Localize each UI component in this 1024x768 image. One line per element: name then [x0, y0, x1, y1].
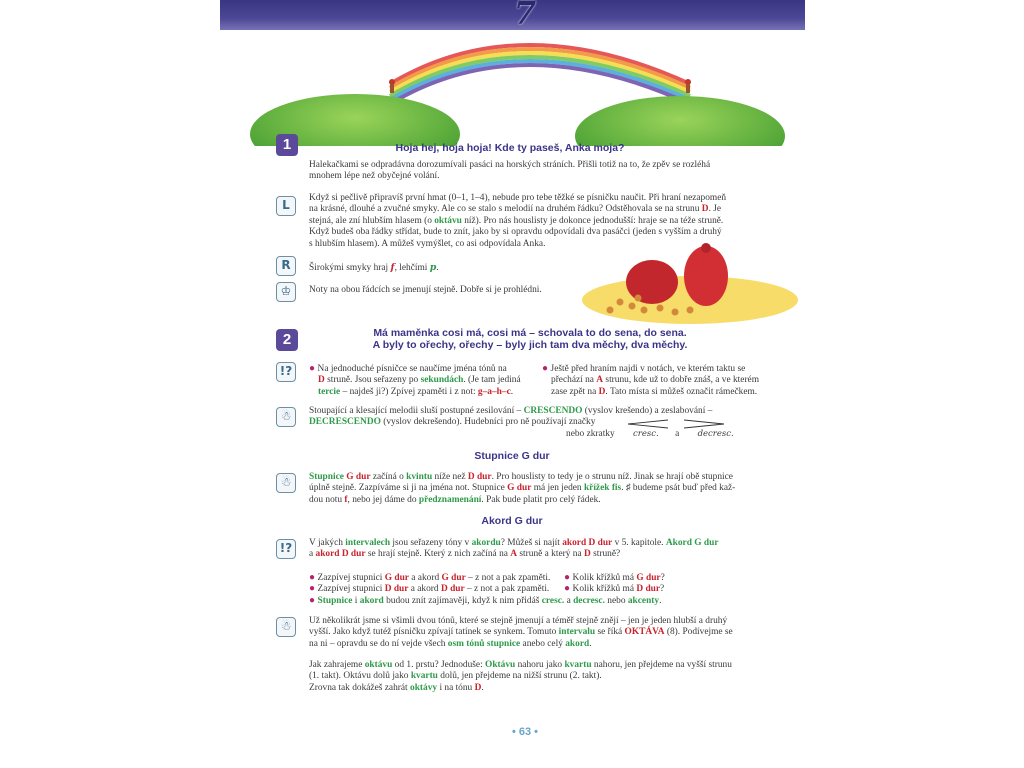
- s-l1f: D dur: [467, 472, 492, 482]
- dynamics-line: [309, 262, 609, 274]
- s-l2e: . ♯ budeme psát buď před kaž-: [621, 483, 736, 494]
- a-l1e: ? Můžeš si najít: [500, 538, 563, 548]
- b3f: a: [564, 595, 574, 606]
- trophy-glyph: ♔: [280, 284, 292, 298]
- hairpin-row: [566, 429, 796, 440]
- m-line-1: [309, 660, 794, 671]
- p1-l2b: D: [701, 204, 709, 215]
- p1-l2a: na krásné, dlouhé a zvučné smyky. Ale co se stalo s melodií na druhém řádku? Odstěhovala se na strunu: [309, 204, 702, 215]
- b1a: Zazpívej stupnici: [317, 573, 385, 583]
- cresc-abbr: cresc.: [633, 429, 659, 439]
- s-l1e: níže než: [432, 472, 468, 482]
- colB-l2c: strunu, kde už to dobře znáš, a ve kterém: [603, 375, 760, 386]
- s-l2a: úplně stejně. Zazpíváme si ji na jména not. Stupnice: [309, 483, 508, 494]
- dyn-l1: Širokými smyky hraj: [309, 263, 391, 273]
- b2h: ?: [660, 584, 665, 595]
- p1-line-2: [309, 204, 789, 215]
- stupnice-line-3: [309, 495, 794, 506]
- decrescendo-hairpin: [682, 418, 726, 430]
- p1-line-4: Když budeš oba řádky střídat, bude to znít, jako by si opravdu odpovídali dva pasáčci (jeden s vyšším a druhý: [309, 227, 722, 238]
- p1-l3c: níž). Pro nás houslisty je dokonce jednodušší: hraje se na téže struně.: [461, 215, 724, 226]
- b1c: a akord: [408, 573, 442, 583]
- akord-bullet-2: [309, 583, 799, 594]
- b2c: a akord: [408, 584, 441, 595]
- p1-l3a: stejná, ale zní hlubším hlasem (o: [309, 215, 435, 226]
- p1-l2c: . Je: [708, 204, 722, 215]
- colB-line-1: [542, 363, 792, 375]
- b3j: .: [659, 595, 662, 606]
- s-l2c: má jen jeden: [531, 483, 584, 494]
- cresc-l1c: (vyslov krešendo) a zeslabování –: [582, 406, 713, 416]
- s-l2d: křížek fis: [583, 483, 622, 494]
- p1-line-5: s hlubším hlasem). A můžeš vymýšlet, co asi odpovídala Anka.: [309, 238, 546, 249]
- owl-glyph-3: ☃: [280, 619, 292, 633]
- bullet: ●: [542, 363, 551, 374]
- colA-line-2: [309, 375, 539, 386]
- a-l2b: akord D dur: [315, 549, 366, 560]
- m-line-3: [309, 683, 794, 694]
- s-l1c: začíná o: [370, 472, 407, 482]
- m-l3c: i na tónu: [437, 682, 475, 693]
- rainbow-illustration: [220, 26, 805, 146]
- forte-sign: f: [390, 262, 395, 273]
- bullet: ●: [564, 572, 573, 583]
- decresc-abbr: decresc.: [697, 429, 734, 439]
- owl-icon: [276, 407, 296, 427]
- bow-icon-glyph: L: [282, 198, 290, 212]
- o-line-1: Už několikrát jsme si všimli dvou tónů, které se stejně jmenují a téměř stejně znějí – jen je jeden hlubší a druhý: [309, 616, 728, 626]
- m-line-2: [309, 671, 794, 682]
- notes-line: Noty na obou řádcích se jmenují stejně. Dobře si je prohlédni.: [309, 285, 542, 295]
- b1e: – z not a pak zpaměti.: [465, 573, 551, 583]
- colA-l2b: struně. Jsou seřazeny po: [324, 375, 421, 386]
- s-l3c: , nebo jej dáme do: [347, 494, 419, 505]
- m-l1f: kvartu: [564, 660, 592, 670]
- colA-l3b: – najdeš ji?) Zpívej zpaměti i z not:: [340, 386, 478, 397]
- question-icon: [276, 362, 296, 382]
- intro-line-1: Halekačkami se odpradávna dorozumívali pasáci na horských stráních. Přišli totiž na to, že zpěv se rozléhá: [309, 160, 711, 170]
- b3i: akcenty: [627, 595, 660, 606]
- heading-stupnice-g-dur: Stupnice G dur: [474, 450, 550, 462]
- bullet: ●: [309, 572, 318, 583]
- colA-l3a: tercie: [318, 386, 341, 397]
- m-l3e: .: [481, 682, 484, 693]
- song-title-1: Hoja hej, hoja hoja! Kde ty paseš, Anka moja?: [395, 142, 625, 154]
- bullet: ●: [309, 583, 318, 595]
- s-l1d: kvintu: [406, 472, 433, 482]
- song-title-2: [330, 327, 730, 351]
- akord-paragraph: [309, 538, 794, 561]
- oktava-paragraph: [309, 616, 794, 650]
- m-l1c: od 1. prstu? Jednoduše:: [392, 660, 486, 670]
- a-l2f: D: [583, 549, 591, 560]
- b2a: Zazpívej stupnici: [317, 584, 385, 595]
- colB-l3c: . Tato místa si můžeš označit rámečkem.: [605, 386, 758, 397]
- m-l1e: nahoru jako: [515, 660, 565, 670]
- b1b: G dur: [384, 573, 409, 583]
- bullet: ●: [309, 594, 318, 606]
- akord-line-1: [309, 538, 794, 549]
- o-l2d: OKTÁVA: [624, 627, 665, 638]
- colA-l1: Na jednoduché písničce se naučíme jména tónů na: [317, 364, 507, 374]
- colA-l2c: sekundách: [420, 375, 464, 386]
- o-l3b: osm tónů stupnice: [447, 638, 521, 649]
- bullet: ●: [564, 583, 573, 595]
- b1d: G dur: [441, 573, 466, 583]
- akord-bullets: [309, 572, 799, 607]
- question-icon-glyph-2: !?: [279, 541, 293, 555]
- a-l1d: akordu: [471, 538, 501, 548]
- stupnice-paragraph: [309, 472, 794, 506]
- colA-l3d: .: [510, 386, 514, 397]
- cresc-l1a: Stoupající a klesající melodii sluší postupné zesilování –: [309, 406, 524, 416]
- m-l1g: nahoru, jen přejdeme na vyšší strunu: [591, 660, 732, 670]
- s-l1a: Stupnice: [309, 472, 347, 482]
- question-icon-glyph: !?: [279, 364, 293, 378]
- b3e: cresc.: [541, 595, 565, 606]
- a-l1c: jsou seřazeny tóny v: [390, 538, 472, 548]
- colB-l2b: A: [596, 375, 604, 386]
- page-number: [500, 726, 550, 738]
- a-l2d: A: [510, 549, 518, 560]
- akord-line-2: [309, 549, 794, 560]
- b1f: Kolik křížků má: [572, 573, 637, 583]
- b1g: G dur: [636, 573, 661, 583]
- o-l3d: akord: [565, 638, 590, 649]
- m-l2b: kvartu: [410, 671, 438, 682]
- cresc-line-1: [309, 406, 794, 417]
- song-title-2-line-1: Má maměnka cosi má, cosi má – schovala to do sena, do sena.: [373, 327, 687, 339]
- p1-line-3: [309, 216, 789, 227]
- m-l2c: dolů, jen přejdeme na nižší strunu (2. takt).: [437, 671, 602, 682]
- page-dot-left: •: [511, 726, 519, 738]
- o-l2e: (8). Podívejme se: [664, 627, 733, 638]
- a-l1h: Akord G dur: [665, 538, 719, 548]
- colB-l3a: zase zpět na: [551, 386, 599, 397]
- a-l2g: struně?: [590, 549, 621, 560]
- s-l2b: G dur: [507, 483, 532, 494]
- s-l1g: . Pro houslisty to tedy je o strunu níž. Jinak se hrají obě stupnice: [491, 472, 733, 482]
- rules-icon-glyph: R: [281, 258, 291, 272]
- m-l1d: Oktávu: [485, 660, 516, 670]
- section1-intro: [309, 160, 789, 183]
- b3a: Stupnice: [317, 595, 353, 606]
- m-l1a: Jak zahrajeme: [309, 660, 365, 670]
- bow-icon: [276, 196, 296, 216]
- o-l2b: intervalu: [558, 627, 596, 638]
- s-l1b: G dur: [346, 472, 371, 482]
- p1-line-1: Když si pečlivě připravíš první hmat (0–1, 1–4), nebude pro tebe těžké se písničku naučit. Při hraní nezapomeň: [309, 193, 727, 203]
- owl-glyph: ☃: [280, 409, 292, 423]
- owl-icon-2: [276, 473, 296, 493]
- decrescendo-term: DECRESCENDO: [309, 417, 381, 428]
- s-l3b: f: [344, 494, 348, 505]
- owl-icon-3: [276, 617, 296, 637]
- crescendo-hairpin: [626, 418, 670, 430]
- note-icon: [276, 282, 296, 302]
- colB-l3b: D: [598, 386, 606, 397]
- dyn-l2: , lehčími: [394, 263, 430, 273]
- colB-l2a: přechází na: [551, 375, 597, 386]
- m-l3d: D: [474, 682, 482, 693]
- akord-bullet-1: [309, 572, 799, 583]
- section-number-1: 1: [276, 134, 298, 156]
- bullet: ●: [309, 363, 318, 374]
- a-l1b: intervalech: [345, 538, 391, 548]
- a-l1a: V jakých: [309, 538, 346, 548]
- hay-illustration: [580, 240, 800, 330]
- hairpin-and: a: [675, 429, 680, 439]
- a-l1g: v 5. kapitole.: [612, 538, 666, 548]
- colA-line-3: [309, 387, 539, 398]
- o-l3e: .: [589, 638, 592, 649]
- section2-col-b: [542, 363, 792, 398]
- a-l2c: se hrají stejně. Který z nich začíná na: [365, 549, 511, 560]
- colA-line-1: [309, 363, 539, 375]
- intro-line-2: mnohem lépe než obyčejné volání.: [309, 171, 440, 182]
- page-dot-right: •: [531, 726, 539, 738]
- m-l3a: Zrovna tak dokážeš zahrát: [309, 682, 410, 693]
- b3b: i: [352, 595, 360, 606]
- s-l3d: předznamenání: [418, 494, 482, 505]
- oktava-method-paragraph: [309, 660, 794, 694]
- m-l1b: oktávu: [364, 660, 393, 670]
- b1h: ?: [660, 573, 665, 583]
- page-number-value: 63: [518, 726, 532, 738]
- cresc-l2b: (vyslov dekrešendo). Hudebníci pro ně používají značky: [380, 417, 596, 428]
- o-l2c: se říká: [595, 627, 625, 638]
- o-l2a: vyšší. Jako když tutéž písničku zpívají tatínek se synkem. Tomuto: [309, 627, 559, 638]
- o-l3a: na ni – opravdu se do ní vejde všech: [309, 638, 448, 649]
- crescendo-term: CRESCENDO: [523, 406, 583, 416]
- akord-bullet-2-right: [564, 583, 664, 595]
- dyn-l3: .: [436, 263, 439, 273]
- b2f: Kolik křížků má: [572, 584, 637, 595]
- piano-sign: p: [429, 262, 437, 273]
- o-line-2: [309, 627, 794, 638]
- a-l2a: a: [309, 549, 316, 560]
- colB-line-2: [542, 375, 792, 386]
- o-l3c: anebo celý: [520, 638, 566, 649]
- p1-l3b: oktávu: [434, 215, 462, 226]
- m-l3b: oktávy: [410, 682, 438, 693]
- colA-l3c: g–a–h–c: [477, 386, 511, 397]
- colA-l2a: D: [318, 375, 325, 386]
- colB-line-3: [542, 387, 792, 398]
- b2b: D dur: [384, 584, 409, 595]
- s-l3a: dou notu: [309, 494, 345, 505]
- a-l2e: struně a který na: [517, 549, 584, 560]
- akord-bullet-3: [309, 595, 799, 607]
- b3h: nebo: [604, 595, 628, 606]
- question-icon-2: [276, 539, 296, 559]
- song-title-2-line-2: A byly to ořechy, ořechy – byly jich tam dva měchy, dva měchy.: [372, 339, 688, 351]
- s-l3e: . Pak bude platit pro celý řádek.: [481, 494, 601, 505]
- heading-akord-g-dur: Akord G dur: [481, 515, 543, 527]
- b2g: D dur: [636, 584, 661, 595]
- b3c: akord: [359, 595, 384, 606]
- b3g: decresc.: [573, 595, 605, 606]
- colA-l2d: . (Je tam jediná: [463, 375, 521, 386]
- b3d: budou znít zajímavěji, když k nim přidáš: [383, 595, 542, 606]
- section2-col-a: [309, 363, 539, 398]
- b2d: D dur: [440, 584, 465, 595]
- rules-icon: [276, 256, 296, 276]
- section-number-2: 2: [276, 329, 298, 351]
- hairpin-text: nebo zkratky: [566, 429, 615, 439]
- m-l2a: (1. takt). Oktávu dolů jako: [309, 671, 411, 682]
- o-line-3: [309, 639, 794, 650]
- textbook-page: [220, 0, 805, 768]
- colB-l1: Ještě před hraním najdi v notách, ve kterém taktu se: [550, 364, 746, 374]
- b2e: – z not a pak zpaměti.: [464, 584, 550, 595]
- owl-glyph-2: ☃: [280, 475, 292, 489]
- stupnice-line-2: [309, 483, 794, 494]
- stupnice-line-1: [309, 472, 794, 483]
- chapter-number: 7: [513, 0, 537, 32]
- a-l1f: akord D dur: [562, 538, 613, 548]
